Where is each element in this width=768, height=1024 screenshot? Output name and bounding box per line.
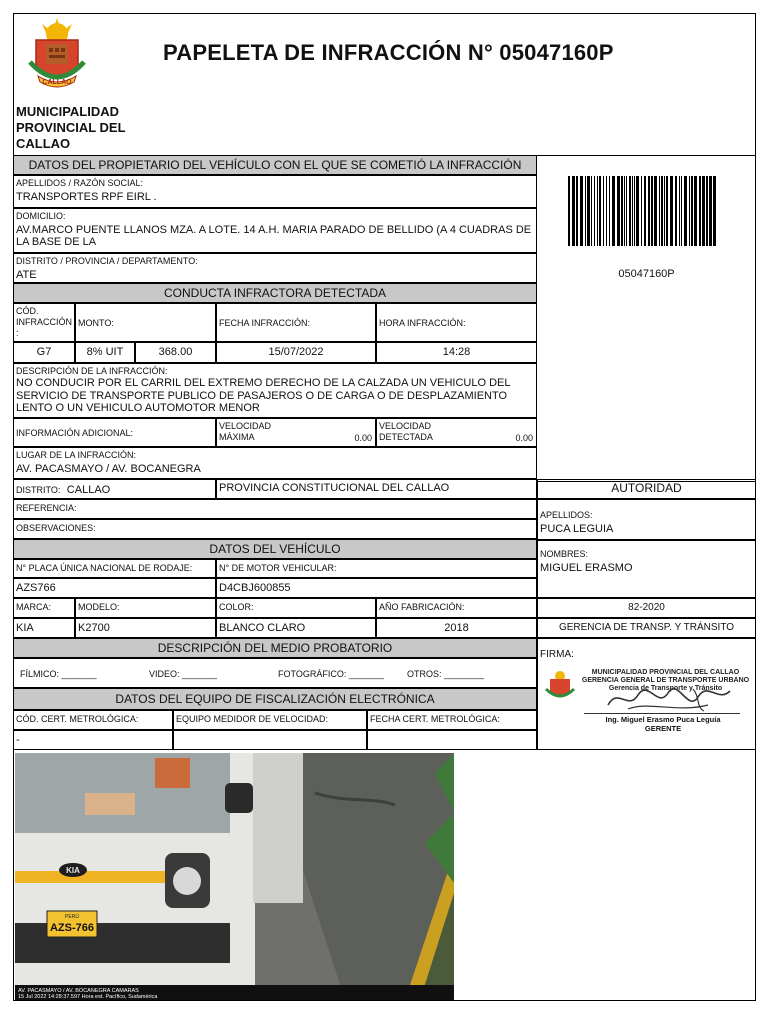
district-cell <box>13 479 216 499</box>
logo-text: CALLAO <box>42 79 72 86</box>
photo-plate: AZS-766 <box>49 922 95 934</box>
authority-code: 82-2020 <box>537 598 756 618</box>
evidence-other: OTROS: ________ <box>407 669 485 679</box>
brand-label: MARCA: <box>13 598 75 618</box>
stamp-name: Ing. Miguel Erasmo Puca Leguía <box>605 715 721 724</box>
barcode-bar <box>621 176 623 246</box>
evidence-row <box>13 658 537 688</box>
evidence-photo-image <box>15 753 454 1000</box>
barcode-bar <box>706 176 708 246</box>
detected-speed-cell <box>376 418 537 447</box>
barcode-bar <box>624 176 625 246</box>
owner-name-value: TRANSPORTES RPF EIRL . <box>16 191 157 203</box>
brand-value: KIA <box>13 618 75 638</box>
owner-district-label: DISTRITO / PROVINCIA / DEPARTAMENTO: <box>16 256 198 266</box>
photo-plate-top: PERÚ <box>65 914 79 920</box>
uit-value: 8% UIT <box>75 342 135 363</box>
authority-names-value: MIGUEL ERASMO <box>540 562 633 574</box>
signature-cell <box>537 638 756 750</box>
authority-office: GERENCIA DE TRANSP. Y TRÁNSITO <box>537 618 756 638</box>
owner-name-label: APELLIDOS / RAZÓN SOCIAL: <box>16 178 144 188</box>
barcode-bar <box>580 176 583 246</box>
barcode-bar <box>576 176 578 246</box>
barcode-bar <box>713 176 716 246</box>
meter-value <box>173 730 367 750</box>
owner-address-cell <box>13 208 537 253</box>
stamp-line-3: Gerencia de Transporte y Tránsito <box>608 685 723 692</box>
owner-name-cell <box>13 175 537 208</box>
barcode-panel <box>537 155 756 482</box>
cert-date-label: FECHA CERT. METROLÓGICA: <box>367 710 537 730</box>
barcode-bar <box>654 176 657 246</box>
page-title: PAPELETA DE INFRACCIÓN N° 05047160P <box>163 40 614 65</box>
cert-value: - <box>13 730 173 750</box>
barcode-bar <box>632 176 633 246</box>
owner-district-value: ATE <box>16 269 37 281</box>
barcode-bar <box>599 176 601 246</box>
authority-surname-label: APELLIDOS: <box>540 510 593 520</box>
motor-value: D4CBJ600855 <box>216 578 537 598</box>
barcode-number: 05047160P <box>618 268 675 280</box>
barcode-bar <box>634 176 635 246</box>
authority-names-cell <box>537 540 756 598</box>
owner-address-label: DOMICILIO: <box>16 211 66 221</box>
max-speed-cell <box>216 418 376 447</box>
place-label: LUGAR DE LA INFRACCIÓN: <box>16 450 137 460</box>
province-value: PROVINCIA CONSTITUCIONAL DEL CALLAO <box>216 479 537 499</box>
stamp-line-2: GERENCIA GENERAL DE TRANSPORTE URBANO <box>581 677 750 684</box>
barcode-bar <box>679 176 680 246</box>
place-cell <box>13 447 537 479</box>
photo-caption-2: 15 Jul 2022 14:28:37.597 Hora est. Pacífico, Sudamérica <box>18 994 158 1000</box>
barcode-bar <box>606 176 607 246</box>
barcode-bar <box>617 176 620 246</box>
district-value: CALLAO <box>66 484 111 496</box>
observations-label: OBSERVACIONES: <box>13 519 537 539</box>
conduct-section-header: CONDUCTA INFRACTORA DETECTADA <box>13 283 537 303</box>
barcode-bar <box>670 176 673 246</box>
meter-label: EQUIPO MEDIDOR DE VELOCIDAD: <box>173 710 367 730</box>
barcode-bar <box>681 176 682 246</box>
barcode-bar <box>684 176 687 246</box>
amount-label: MONTO: <box>75 303 216 342</box>
time-label: HORA INFRACCIÓN: <box>376 303 537 342</box>
barcode-bar <box>675 176 677 246</box>
district-label: DISTRITO: <box>16 485 61 495</box>
barcode-bar <box>609 176 610 246</box>
amount-value: 368.00 <box>135 342 216 363</box>
barcode-bar <box>699 176 701 246</box>
barcode-bar <box>659 176 660 246</box>
barcode-bar <box>709 176 712 246</box>
year-label: AÑO FABRICACIÓN: <box>376 598 537 618</box>
stamp-name-block <box>578 715 748 733</box>
photo-caption-1: AV. PACASMAYO / AV. BOCANEGRA CAMARAS <box>18 988 139 994</box>
barcode-bar <box>572 176 575 246</box>
barcode-bar <box>591 176 592 246</box>
owner-district-cell <box>13 253 537 283</box>
barcode-bar <box>664 176 665 246</box>
callao-logo <box>24 18 90 96</box>
barcode-bar <box>694 176 697 246</box>
model-label: MODELO: <box>75 598 216 618</box>
time-value: 14:28 <box>376 342 537 363</box>
owner-address-value: AV.MARCO PUENTE LLANOS MZA. A LOTE. 14 A.H. MARIA PARADO DE BELLIDO (A 4 CUADRAS DE LA BASE DE LA <box>16 224 532 248</box>
barcode-bar <box>603 176 604 246</box>
detected-speed-label: VELOCIDAD DETECTADA <box>379 421 433 442</box>
barcode-bar <box>597 176 598 246</box>
signature-line <box>584 713 740 714</box>
date-label: FECHA INFRACCIÓN: <box>216 303 376 342</box>
description-cell <box>13 363 537 418</box>
barcode-bar <box>587 176 590 246</box>
barcode-bar <box>689 176 690 246</box>
handwritten-signature <box>598 683 738 715</box>
barcode-bar <box>585 176 586 246</box>
evidence-film: FÍLMICO: _______ <box>20 669 97 679</box>
code-value: G7 <box>13 342 75 363</box>
cert-label: CÓD. CERT. METROLÓGICA: <box>13 710 173 730</box>
reference-label: REFERENCIA: <box>13 499 537 519</box>
evidence-photo: FOTOGRÁFICO: _______ <box>278 669 384 679</box>
stamp-line-1: MUNICIPALIDAD PROVINCIAL DEL CALLAO <box>591 669 740 676</box>
cert-date-value <box>367 730 537 750</box>
barcode-bar <box>568 176 570 246</box>
barcode-bar <box>641 176 642 246</box>
model-value: K2700 <box>75 618 216 638</box>
evidence-video: VIDEO: _______ <box>149 669 218 679</box>
description-label: DESCRIPCIÓN DE LA INFRACCIÓN: <box>16 366 168 376</box>
barcode-bar <box>594 176 595 246</box>
barcode-bar <box>636 176 639 246</box>
stamp-role: GERENTE <box>644 724 682 733</box>
additional-info-label: INFORMACIÓN ADICIONAL: <box>13 418 216 447</box>
barcode-bar <box>612 176 615 246</box>
municipality-name: MUNICIPALIDAD PROVINCIAL DEL CALLAO <box>16 104 126 151</box>
team-section-header: DATOS DEL EQUIPO DE FISCALIZACIÓN ELECTRÓNICA <box>13 688 537 710</box>
authority-surname-value: PUCA LEGUIA <box>540 523 614 535</box>
barcode-bar <box>626 176 627 246</box>
vehicle-section-header: DATOS DEL VEHÍCULO <box>13 539 537 559</box>
barcode-bar <box>648 176 650 246</box>
description-value: NO CONDUCIR POR EL CARRIL DEL EXTREMO DERECHO DE LA CALZADA UN VEHICULO DEL SERVICIO DE TRANSPORTE PUBLICO DE PASAJEROS O DE CARGA O DE DESPLAZAMIENTO LENTO O UN VEHICULO AUTOMOTOR MENOR <box>16 377 511 414</box>
signature-label: FIRMA: <box>540 649 574 660</box>
barcode-bar <box>691 176 693 246</box>
barcode-bar <box>629 176 631 246</box>
year-value: 2018 <box>376 618 537 638</box>
photo-kia-badge: KIA <box>66 866 80 875</box>
motor-label: N° DE MOTOR VEHICULAR: <box>216 559 537 578</box>
barcode <box>568 176 724 246</box>
authority-names-label: NOMBRES: <box>540 549 589 559</box>
color-value: BLANCO CLARO <box>216 618 376 638</box>
authority-surname-cell <box>537 499 756 540</box>
stamp-logo-icon <box>544 667 576 699</box>
max-speed-value: 0.00 <box>354 433 372 443</box>
color-label: COLOR: <box>216 598 376 618</box>
code-label: CÓD. INFRACCIÓN : <box>13 303 75 342</box>
evidence-section-header: DESCRIPCIÓN DEL MEDIO PROBATORIO <box>13 638 537 658</box>
date-value: 15/07/2022 <box>216 342 376 363</box>
detected-speed-value: 0.00 <box>515 433 533 443</box>
barcode-bar <box>644 176 646 246</box>
barcode-bar <box>702 176 705 246</box>
barcode-bar <box>661 176 663 246</box>
owner-section-header: DATOS DEL PROPIETARIO DEL VEHÍCULO CON EL QUE SE COMETIÓ LA INFRACCIÓN <box>13 155 537 175</box>
authority-header: AUTORIDAD <box>537 479 756 499</box>
place-value: AV. PACASMAYO / AV. BOCANEGRA <box>16 463 201 475</box>
plate-label: N° PLACA ÚNICA NACIONAL DE RODAJE: <box>13 559 216 578</box>
plate-value: AZS766 <box>13 578 216 598</box>
barcode-bar <box>666 176 668 246</box>
max-speed-label: VELOCIDAD MÁXIMA <box>219 421 272 442</box>
barcode-bar <box>651 176 653 246</box>
